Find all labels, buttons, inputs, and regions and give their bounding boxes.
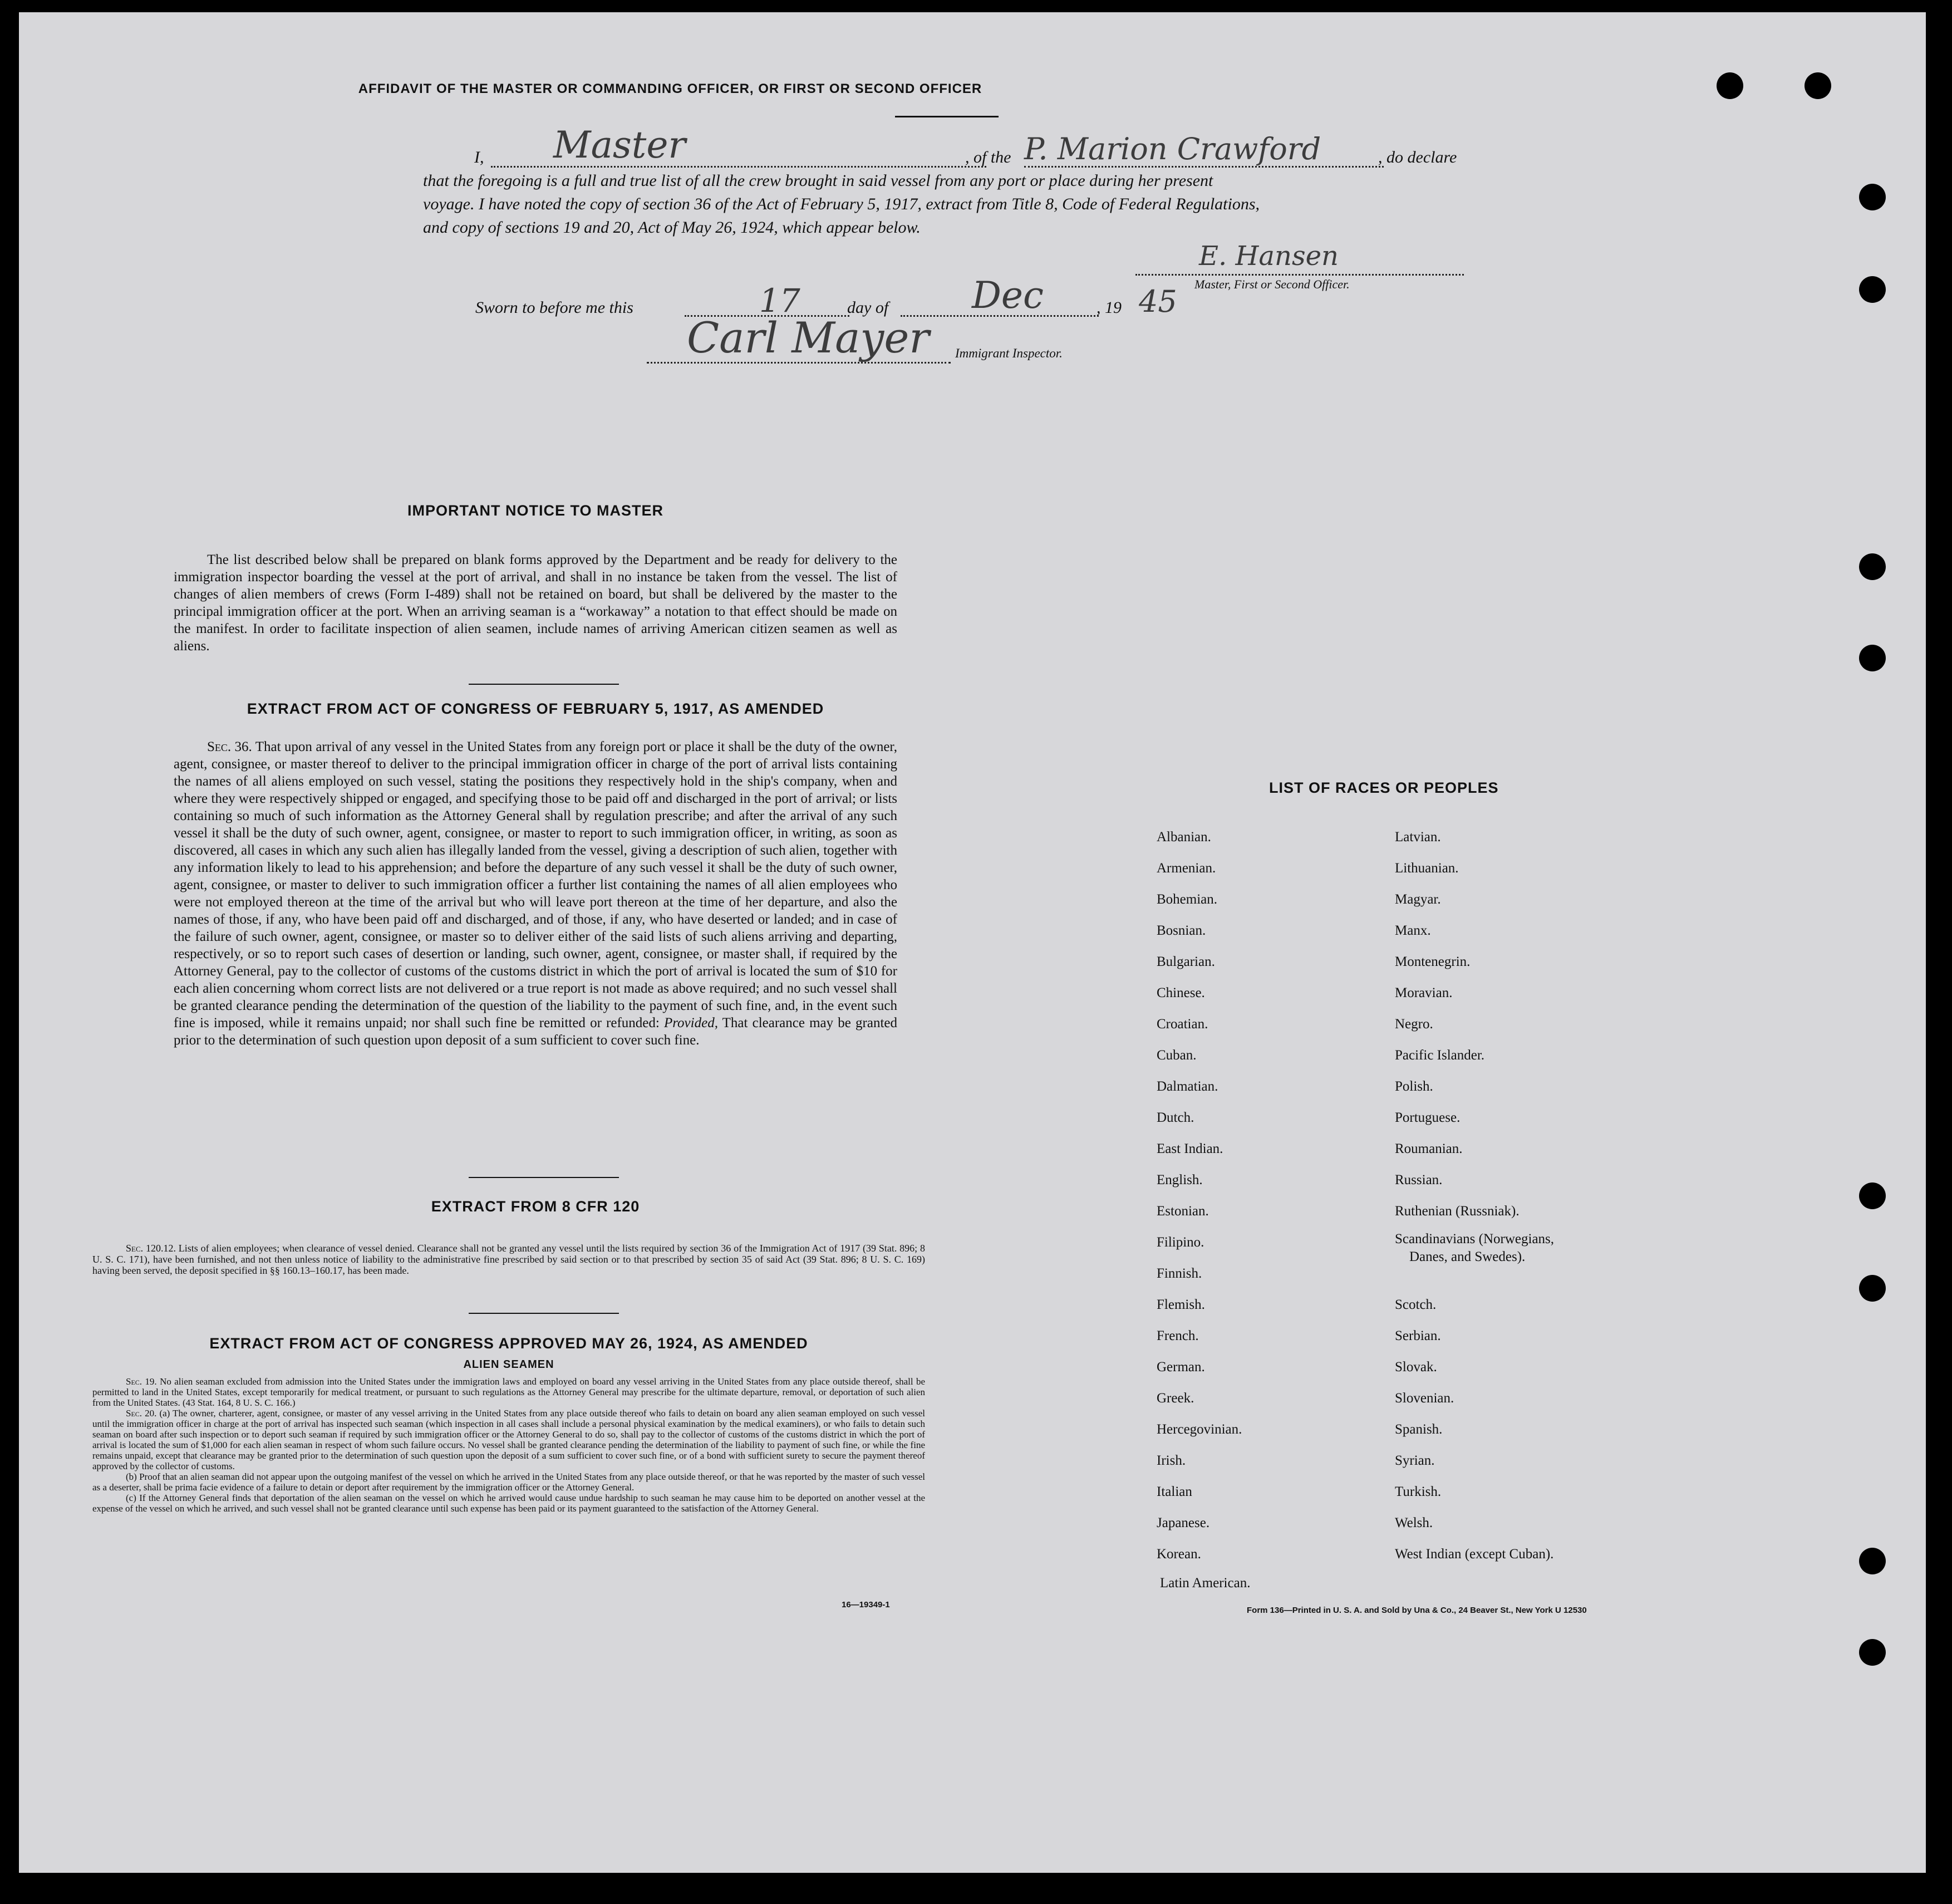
race-item: German. [1157,1360,1205,1375]
race-item: Latin American. [1160,1576,1251,1591]
race-item: Turkish. [1395,1484,1442,1499]
race-item: Syrian. [1395,1453,1435,1468]
divider [469,1313,619,1314]
provided-label: Provided, [663,1015,718,1030]
race-item: Roumanian. [1395,1141,1463,1156]
affidavit-line-4: and copy of sections 19 and 20, Act of May 26, 1924, which appear below. [423,218,921,237]
officer-caption: Master, First or Second Officer. [1194,277,1350,291]
label-i: I, [474,148,484,166]
divider [469,1177,619,1178]
race-item: Armenian. [1157,861,1216,876]
race-item: Greek. [1157,1391,1194,1406]
notice-title: IMPORTANT NOTICE TO MASTER [407,502,663,519]
race-item: Ruthenian (Russniak). [1395,1204,1520,1219]
inspector-signature: Carl Mayer [687,313,930,362]
race-item: Japanese. [1157,1515,1210,1530]
race-item: Bulgarian. [1157,954,1215,969]
race-item: Croatian. [1157,1017,1208,1032]
race-item: Spanish. [1395,1422,1443,1437]
extract-1917-title: EXTRACT FROM ACT OF CONGRESS OF FEBRUARY 5, 1917, AS AMENDED [247,700,824,717]
race-item: Bosnian. [1157,923,1206,938]
affidavit-title: AFFIDAVIT OF THE MASTER OR COMMANDING OFFICER, OR FIRST OR SECOND OFFICER [358,81,982,96]
alien-seamen-subtitle: ALIEN SEAMEN [463,1358,554,1371]
race-item: Hercegovinian. [1157,1422,1242,1437]
extract-1924-title: EXTRACT FROM ACT OF CONGRESS APPROVED MAY 26, 1924, AS AMENDED [209,1335,808,1352]
race-item: Portuguese. [1395,1110,1461,1125]
vessel-handwritten: P. Marion Crawford [1024,131,1321,166]
extract-1917-body [174,738,897,1049]
sworn-label: Sworn to before me this [475,298,633,317]
race-item: East Indian. [1157,1141,1223,1156]
race-item: Latvian. [1395,830,1441,845]
sec-20b-paragraph: (b) Proof that an alien seaman did not appear upon the outgoing manifest of the vessel on which he arrived in the United States from any place outside thereof, or that he was reported by the master of such vessel as a deserter, shall be prima facie evidence of a failure to detain or deport after requirement by the immigration officer or the Attorney General. [92,1471,925,1493]
label-do-declare: , do declare [1378,148,1457,166]
race-item: Welsh. [1395,1515,1433,1530]
race-item: Dalmatian. [1157,1079,1218,1094]
race-item: Bohemian. [1157,892,1218,907]
sec-120-label: Sec. 120.12. [126,1243,176,1254]
master-handwritten: Master [553,124,686,166]
label-of-the: , of the [965,148,1011,166]
sec-36-label: Sec. 36. [207,739,252,754]
punch-hole [1717,72,1743,99]
sec-20-label: Sec. 20. [126,1408,157,1419]
race-item: Slovenian. [1395,1391,1454,1406]
day-of-label: day of [847,298,889,317]
extract-1924-body [92,1376,925,1514]
punch-hole [1859,1275,1886,1302]
inspector-caption: Immigrant Inspector. [955,346,1063,360]
race-item: Montenegrin. [1395,954,1471,969]
race-item: Scandinavians (Norwegians, [1395,1231,1555,1247]
race-item: Irish. [1157,1453,1186,1468]
race-item: Pacific Islander. [1395,1048,1485,1063]
form-number: 16—19349-1 [842,1600,890,1609]
affidavit-line-2: that the foregoing is a full and true list of all the crew brought in said vessel from any port or place during her present [423,171,1213,190]
divider [469,684,619,685]
officer-signature: E. Hansen [1199,241,1339,272]
race-item: Cuban. [1157,1048,1197,1063]
punch-hole [1805,72,1831,99]
punch-hole [1859,1182,1886,1209]
sec-120-text: Lists of alien employees; when clearance of vessel denied. Clearance shall not be granted any vessel until the lists required by section 36 of the Immigration Act of 1917 (39 Stat. 896; 8 U. S. C. 171), have been furnished, and not then unless notice of liability to the administrative fine prescribed by said section or to that prescribed by section 35 of said Act (39 Stat. 896; 8 U. S. C. 169) having been served, the deposit specified in §§ 160.13–160.17, has been made. [92,1243,926,1276]
race-item: Albanian. [1157,830,1211,845]
race-item: Finnish. [1157,1266,1202,1281]
sec-19-text: No alien seaman excluded from admission into the United States under the immigration laws and employed on board any vessel arriving in the United States from any place outside thereof, shall be permitted to land in the United States, except temporarily for medical treatment, or pursuant to such regulations as the Attorney General may prescribe for the ultimate departure, removal, or deportation of such alien from the United States. (43 Stat. 164, 8 U. S. C. 166.) [92,1376,925,1408]
race-item: Slovak. [1395,1360,1437,1375]
race-item: Dutch. [1157,1110,1194,1125]
sec-20c-paragraph: (c) If the Attorney General finds that deportation of the alien seaman on the vessel on which he arrived would cause undue hardship to such seaman he may cause him to be deported on another vessel at the expense of the vessel on which he arrived, and such vessel shall not be granted clearance until such expense has been paid or its payment guaranteed to the satisfaction of the Attorney General. [92,1493,925,1514]
race-item: Polish. [1395,1079,1433,1094]
race-item: Estonian. [1157,1204,1209,1219]
notice-body [174,551,897,655]
punch-hole [1859,184,1886,210]
race-item: French. [1157,1328,1199,1343]
sec-36-text-end: That clearance may be granted prior to the determination of such question upon deposit of a sum sufficient to cover such fine. [174,1015,897,1048]
race-item: Italian [1157,1484,1192,1499]
punch-hole [1859,1639,1886,1666]
affidavit-line-3: voyage. I have noted the copy of section 36 of the Act of February 5, 1917, extract from Title 8, Code of Federal Regulations, [423,195,1260,213]
race-item: Flemish. [1157,1297,1205,1312]
printer-footer: Form 136—Printed in U. S. A. and Sold by Una & Co., 24 Beaver St., New York U 12530 [1247,1606,1587,1615]
race-item: Danes, and Swedes). [1409,1249,1526,1264]
punch-hole [1859,1548,1886,1574]
notice-body-text: The list described below shall be prepared on blank forms approved by the Department and be ready for delivery to the immigration inspector boarding the vessel at the port of arrival, and shall in no instance be taken from the vessel. The list of changes of alien members of crews (Form I-489) shall not be retained on board, but shall be delivered by the master to the principal immigration officer at the port. When an arriving seaman is a “workaway” a notation to that effect should be made on the manifest. In order to facilitate inspection of alien seamen, include names of arriving American citizen seamen as well as aliens. [174,552,897,654]
race-item: Negro. [1395,1017,1433,1032]
sec-36-text: That upon arrival of any vessel in the United States from any foreign port or place it shall be the duty of the owner, agent, consignee, or master thereof to deliver to the principal immigration officer in charge of the port of arrival lists containing the names of all aliens employed on such vessel, stating the positions they respectively hold in the ship's company, when and where they were respectively shipped or engaged, and specifying those to be paid off and discharged in the port of arrival; or lists containing so much of such information as the Attorney General shall by regulation prescribe; and after the arrival of any such vessel it shall be the duty of such owner, agent, consignee, or master to report to such immigration officer, in writing, as soon as discovered, all cases in which any such alien has illegally landed from the vessel, giving a description of such alien, together with any information likely to lead to his apprehension; and before the departure of any such vessel it shall be the duty of such owner, agent, consignee, or master to deliver to such immigration officer a further list containing the names of all alien employees who were not employed thereon at the time of the arrival but who will leave port thereon at the time of her departure, and also the names of those, if any, who have been paid off and discharged, and of those, if any, who have deserted or landed; and in case of the failure of such owner, agent, consignee, or master so to deliver either of the said lists of such aliens arriving and departing, respectively, or so to report such cases of desertion or landing, such owner, agent, consignee, or master shall, if required by the Attorney General, pay to the collector of customs of the customs district in which the port of arrival is located the sum of $10 for each alien concerning whom correct lists are not delivered or a true report is not made as above required; and no such vessel shall be granted clearance pending the determination of the question of the liability to the payment of such fine, and, in the event such fine is imposed, while it remains unpaid; nor shall such fine be remitted or refunded: [174,739,897,1030]
punch-hole [1859,276,1886,303]
day-handwritten: 17 [759,282,800,320]
race-item: Moravian. [1395,985,1453,1000]
race-item: Russian. [1395,1172,1443,1187]
extract-cfr-title: EXTRACT FROM 8 CFR 120 [431,1198,640,1215]
month-handwritten: Dec [972,274,1044,317]
officer-signature-line [1135,274,1464,276]
extract-cfr-body [92,1243,925,1276]
race-item: Filipino. [1157,1235,1204,1250]
race-item: Chinese. [1157,985,1205,1000]
race-item: Manx. [1395,923,1431,938]
race-item: Korean. [1157,1547,1201,1562]
sec-19-paragraph [92,1376,925,1408]
sec-20a-text: (a) The owner, charterer, agent, consignee, or master of any vessel arriving in the United States from any place outside thereof who fails to detain on board any alien seaman employed on such vessel until the immigration officer in charge at the port of arrival has inspected such seaman (which inspection in all cases shall include a personal physical examination by the medical examiners), or who fails to detain such seaman on board after such inspection or to deport such seaman if required by such immigration officer or the Attorney General to do so, shall pay to the collector of customs of the customs district in which the port of arrival is located the sum of $1,000 for each alien seaman in respect of whom such failure occurs. No vessel shall be granted clearance pending the determination of the liability to payment of such fine, or while the fine remains unpaid, except that clearance may be granted prior to the determination of such question upon the deposit of a sum sufficient to cover such fine, or of a bond with sufficient surety to secure the payment thereof approved by the collector of customs. [92,1408,925,1471]
sec-19-label: Sec. 19. [126,1376,157,1387]
punch-hole [1859,553,1886,580]
document-sheet [19,12,1926,1873]
year-handwritten: 45 [1139,284,1177,319]
race-item: West Indian (except Cuban). [1395,1547,1554,1562]
races-title: LIST OF RACES OR PEOPLES [1269,779,1499,796]
punch-hole [1859,645,1886,671]
race-item: English. [1157,1172,1203,1187]
race-item: Magyar. [1395,892,1441,907]
sec-20a-paragraph [92,1408,925,1471]
year-prefix: , 19 [1097,298,1122,317]
race-item: Scotch. [1395,1297,1437,1312]
divider [895,116,999,117]
race-item: Lithuanian. [1395,861,1459,876]
race-item: Serbian. [1395,1328,1441,1343]
